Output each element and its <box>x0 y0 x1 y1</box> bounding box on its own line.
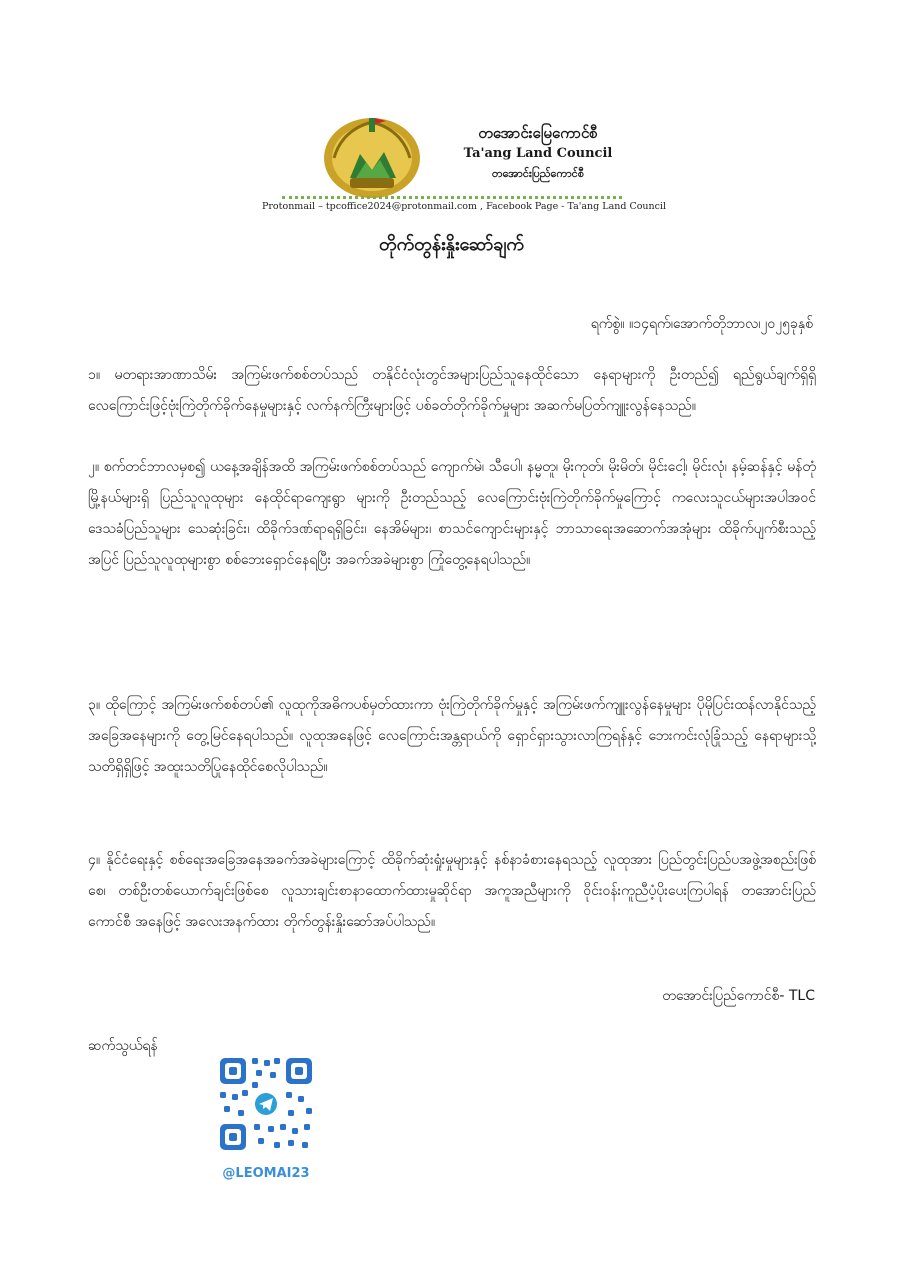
letterhead <box>0 100 903 220</box>
organization-name <box>438 122 638 184</box>
header-divider <box>282 196 622 199</box>
contact-label: ဆက်သွယ်ရန် <box>88 1038 158 1054</box>
paragraph-3: ၃။ ထိုကြောင့် အကြမ်းဖက်စစ်တပ်၏ လူထုကိုအဓိကပစ်မှတ်ထားကာ ဗုံးကြဲတိုက်ခိုက်မှုနှင့် အကြမ်းဖက်ကျူးလွန်နေမှုများ ပိုမိုပြင်းထန်လာနိုင်သည့်အခြေအနေများကို တွေ့မြင်နေရပါသည်။ လူထုအနေဖြင့် လေကြောင်းအန္တရာယ်ကို ရှောင်ရှားသွားလာကြရန်နှင့် ဘေးကင်းလုံခြုံသည့် နေရာများသို့ သတိရှိရှိဖြင့် အထူးသတိပြုနေထိုင်စေလိုပါသည်။ <box>88 697 816 775</box>
document-title: တိုက်တွန်းနှိုးဆော်ချက် <box>379 234 524 255</box>
telegram-handle[interactable]: @LEOMAI23 <box>222 1166 310 1181</box>
contact-line: Protonmail – tpcoffice2024@protonmail.com , Facebook Page - Ta'ang Land Council <box>262 201 667 212</box>
document-date: ရက်စွဲ။ ။၁၄ရက်၊အောက်တိုဘာလ၊၂၀၂၅ခုနှစ် <box>590 316 813 332</box>
org-name-english: Ta'ang Land Council <box>463 146 613 161</box>
org-subtitle-myanmar: တအောင်းပြည်ကောင်စီ <box>491 167 585 180</box>
paragraph-4: ၄။ နိုင်ငံရေးနှင့် စစ်ရေးအခြေအနေအခက်အခဲများကြောင့် ထိခိုက်ဆုံးရှုံးမှုများနှင့် နစ်နာခံစားနေရသည့် လူထုအား ပြည်တွင်းပြည်ပအဖွဲ့အစည်းဖြစ်စေ၊ တစ်ဦးတစ်ယောက်ချင်းဖြစ်စေ လူသားချင်းစာနာထောက်ထားမှုဆိုင်ရာ အကူအညီများကို ဝိုင်းဝန်းကူညီပံ့ပိုးပေးကြပါရန် တအောင်းပြည်ကောင်စီ အနေဖြင့် အလေးအနက်ထား တိုက်တွန်းနှိုးဆော်အပ်ပါသည်။ <box>88 852 816 930</box>
paragraph-2: ၂။ စက်တင်ဘာလမှစ၍ ယနေ့အချိန်အထိ အကြမ်းဖက်စစ်တပ်သည် ကျောက်မဲ၊ သီပေါ၊ နမ္မတူ၊ မိုးကုတ်၊ မိုးမိတ်၊ မိုင်းငေါ့၊ မိုင်းလုံ၊ နမ့်ဆန်နှင့် မန်တုံမြို့နယ်များရှိ ပြည်သူလူထုများ နေထိုင်ရာကျေးရွာ များကို ဦးတည်သည့် လေကြောင်းဗုံးကြဲတိုက်ခိုက်မှုကြောင့် ကလေးသူငယ်များအပါအဝင် ဒေသခံပြည်သူများ သေဆုံးခြင်း၊ ထိခိုက်ဒဏ်ရာရရှိခြင်း၊ နေအိမ်များ၊ စာသင်ကျောင်းများနှင့် ဘာသာရေးအဆောက်အအုံများ ထိခိုက်ပျက်စီးသည့်အပြင် ပြည်သူလူထုများစွာ စစ်ဘေးရှောင်နေရပြီး အခက်အခဲများစွာ ကြုံတွေ့နေရပါသည်။ <box>88 459 816 568</box>
council-emblem-icon <box>320 112 424 200</box>
paragraph-1: ၁။ မတရားအာဏာသိမ်း အကြမ်းဖက်စစ်တပ်သည် တနိုင်ငံလုံးတွင်အများပြည်သူနေထိုင်သော နေရာများကို ဦးတည်၍ ရည်ရွယ်ချက်ရှိရှိ လေကြောင်းဖြင့်ဗုံးကြဲတိုက်ခိုက်နေမှုများနှင့် လက်နက်ကြီးများဖြင့် ပစ်ခတ်တိုက်ခိုက်မှုများ အဆက်မပြတ်ကျူးလွန်နေသည်။ <box>88 367 816 414</box>
telegram-qr-code-icon[interactable] <box>216 1054 316 1154</box>
org-name-myanmar: တအောင်းမြေကောင်စီ <box>478 124 598 142</box>
signature: တအောင်းပြည်ကောင်စီ- TLC <box>662 988 815 1004</box>
